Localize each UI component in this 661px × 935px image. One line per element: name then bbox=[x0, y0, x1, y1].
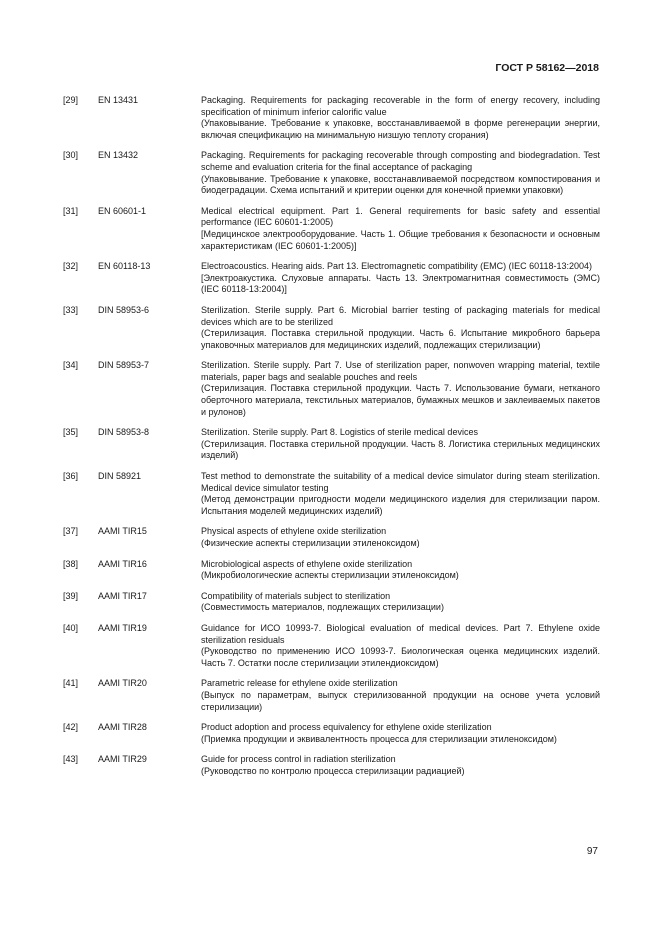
reference-number: [39] bbox=[63, 590, 79, 601]
reference-translation: (Стерилизация. Поставка стерильной продукции. Часть 6. Испытание микробного барьера упаковочных материалов для медицинских изделий, подлежащих стерилизации) bbox=[201, 328, 600, 350]
standard-designation: AAMI TIR19 bbox=[98, 622, 147, 633]
reference-title: Packaging. Requirements for packaging recoverable through composting and biodegradation. Test scheme and evaluation criteria for the final acceptance of packaging bbox=[201, 150, 600, 172]
reference-entry bbox=[63, 678, 600, 713]
document-id: ГОСТ Р 58162—2018 bbox=[495, 62, 599, 74]
reference-translation: (Стерилизация. Поставка стерильной продукции. Часть 7. Использование бумаги, нетканого оберточного материала, текстильных материалов, бумажных мешков и заклеиваемых пакетов и рулонов) bbox=[201, 383, 600, 417]
reference-entry bbox=[63, 427, 600, 462]
reference-title: Guidance for ИСО 10993-7. Biological evaluation of medical devices. Part 7. Ethylene oxide sterilization residuals bbox=[201, 622, 600, 645]
standard-designation: EN 60118-13 bbox=[98, 261, 151, 272]
standard-designation: DIN 58953-6 bbox=[98, 304, 150, 315]
reference-title: Microbiological aspects of ethylene oxide sterilization bbox=[201, 558, 413, 569]
reference-title: Medical electrical equipment. Part 1. General requirements for basic safety and essential performance (IEC 60601-1:2005) bbox=[201, 205, 600, 228]
reference-title: Product adoption and process equivalency for ethylene oxide sterilization bbox=[201, 722, 492, 733]
reference-entry bbox=[63, 623, 600, 669]
reference-number: [30] bbox=[63, 150, 79, 161]
reference-number: [34] bbox=[63, 360, 79, 371]
reference-number: [42] bbox=[63, 722, 79, 733]
reference-translation: (Руководство по контролю процесса стерилизации радиацией) bbox=[201, 765, 465, 776]
reference-entry bbox=[63, 471, 600, 517]
reference-entry bbox=[63, 559, 600, 582]
reference-title: Packaging. Requirements for packaging recoverable in the form of energy recovery, including specification of minimum inferior calorific value bbox=[201, 95, 600, 117]
reference-title: Parametric release for ethylene oxide sterilization bbox=[201, 678, 398, 689]
standard-designation: AAMI TIR28 bbox=[98, 722, 147, 733]
reference-description bbox=[201, 559, 600, 582]
reference-entry bbox=[63, 150, 600, 196]
reference-list bbox=[63, 95, 600, 787]
reference-title: Sterilization. Sterile supply. Part 7. Use of sterilization paper, nonwoven wrapping material, textile materials, paper bags and sealable pouches and reels bbox=[201, 360, 600, 382]
reference-entry bbox=[63, 360, 600, 418]
standard-designation: DIN 58953-8 bbox=[98, 427, 150, 438]
reference-translation: (Упаковывание. Требование к упаковке, восстанавливаемой посредством компостирования и биодеградации. Схема испытаний и критерии оценки для конечной приемки упаковки) bbox=[201, 173, 600, 196]
reference-description bbox=[201, 754, 600, 777]
reference-description bbox=[201, 526, 600, 549]
reference-description bbox=[201, 150, 600, 196]
reference-number: [31] bbox=[63, 205, 79, 216]
reference-number: [41] bbox=[63, 678, 79, 689]
reference-number: [43] bbox=[63, 754, 79, 765]
reference-title: Sterilization. Sterile supply. Part 6. Microbial barrier testing of packaging materials for medical devices which are to be sterilized bbox=[201, 304, 600, 327]
reference-title: Physical aspects of ethylene oxide sterilization bbox=[201, 526, 387, 537]
standard-designation: AAMI TIR29 bbox=[98, 754, 147, 765]
reference-number: [32] bbox=[63, 261, 79, 272]
reference-title: Test method to demonstrate the suitability of a medical device simulator during steam sterilization. Medical device simulator testing bbox=[201, 471, 600, 493]
reference-translation: (Приемка продукции и эквивалентность процесса для стерилизации этиленоксидом) bbox=[201, 733, 557, 744]
page-number: 97 bbox=[586, 846, 598, 857]
reference-number: [36] bbox=[63, 471, 79, 482]
reference-translation: (Упаковывание. Требование к упаковке, восстанавливаемой в форме регенерации энергии, включая спецификацию на минимальную низшую теплоту сгорания) bbox=[201, 118, 600, 140]
standard-designation: AAMI TIR20 bbox=[98, 678, 147, 689]
reference-entry bbox=[63, 95, 600, 141]
reference-translation: (Микробиологические аспекты стерилизации этиленоксидом) bbox=[201, 570, 459, 581]
reference-entry bbox=[63, 206, 600, 252]
reference-description bbox=[201, 471, 600, 517]
reference-entry bbox=[63, 305, 600, 351]
reference-entry bbox=[63, 526, 600, 549]
reference-description bbox=[201, 206, 600, 252]
reference-description bbox=[201, 722, 600, 745]
reference-translation: [Медицинское электрооборудование. Часть 1. Общие требования к безопасности и основным характеристикам (IEC 60601-1:2005)] bbox=[201, 228, 600, 251]
reference-description bbox=[201, 427, 600, 462]
standard-designation: DIN 58953-7 bbox=[98, 360, 150, 371]
reference-description bbox=[201, 95, 600, 141]
reference-number: [37] bbox=[63, 526, 79, 537]
reference-translation: (Физические аспекты стерилизации этиленоксидом) bbox=[201, 538, 420, 548]
standard-designation: EN 13432 bbox=[98, 150, 139, 161]
standard-designation: EN 13431 bbox=[98, 95, 139, 105]
standard-designation: EN 60601-1 bbox=[98, 205, 147, 216]
reference-description bbox=[201, 305, 600, 351]
reference-entry bbox=[63, 722, 600, 745]
reference-description bbox=[201, 678, 600, 713]
reference-entry bbox=[63, 591, 600, 614]
reference-title: Guide for process control in radiation sterilization bbox=[201, 754, 396, 765]
reference-entry bbox=[63, 261, 600, 296]
reference-translation: (Руководство по применению ИСО 10993-7. Биологическая оценка медицинских изделий. Часть 7. Остатки после стерилизации этилендиоксидом) bbox=[201, 646, 600, 668]
reference-entry bbox=[63, 754, 600, 777]
reference-description bbox=[201, 623, 600, 669]
reference-title: Electroacoustics. Hearing aids. Part 13. Electromagnetic compatibility (EMC) (IEC 60118-13:2004) bbox=[201, 261, 593, 272]
reference-number: [33] bbox=[63, 304, 79, 315]
reference-translation: [Электроакустика. Слуховые аппараты. Часть 13. Электромагнитная совместимость (ЭМС) (IEC 60118-13:2004)] bbox=[201, 272, 600, 295]
reference-number: [38] bbox=[63, 558, 79, 569]
reference-title: Sterilization. Sterile supply. Part 8. Logistics of sterile medical devices bbox=[201, 427, 478, 438]
reference-number: [29] bbox=[63, 95, 79, 105]
reference-description bbox=[201, 360, 600, 418]
reference-description bbox=[201, 261, 600, 296]
standard-designation: AAMI TIR15 bbox=[98, 526, 147, 537]
reference-title: Compatibility of materials subject to sterilization bbox=[201, 590, 391, 601]
reference-number: [40] bbox=[63, 622, 79, 633]
reference-translation: (Метод демонстрации пригодности модели медицинского изделия для стерилизации паром. Испытания моделей медицинских изделий) bbox=[201, 494, 600, 516]
standard-designation: AAMI TIR16 bbox=[98, 558, 147, 569]
reference-translation: (Стерилизация. Поставка стерильной продукции. Часть 8. Логистика стерильных медицинских изделий) bbox=[201, 438, 600, 461]
reference-translation: (Совместимость материалов, подлежащих стерилизации) bbox=[201, 602, 444, 613]
reference-translation: (Выпуск по параметрам, выпуск стерилизованной продукции на основе учета условий стерилизации) bbox=[201, 689, 600, 712]
reference-description bbox=[201, 591, 600, 614]
reference-number: [35] bbox=[63, 427, 79, 438]
standard-designation: AAMI TIR17 bbox=[98, 590, 147, 601]
standard-designation: DIN 58921 bbox=[98, 471, 142, 482]
